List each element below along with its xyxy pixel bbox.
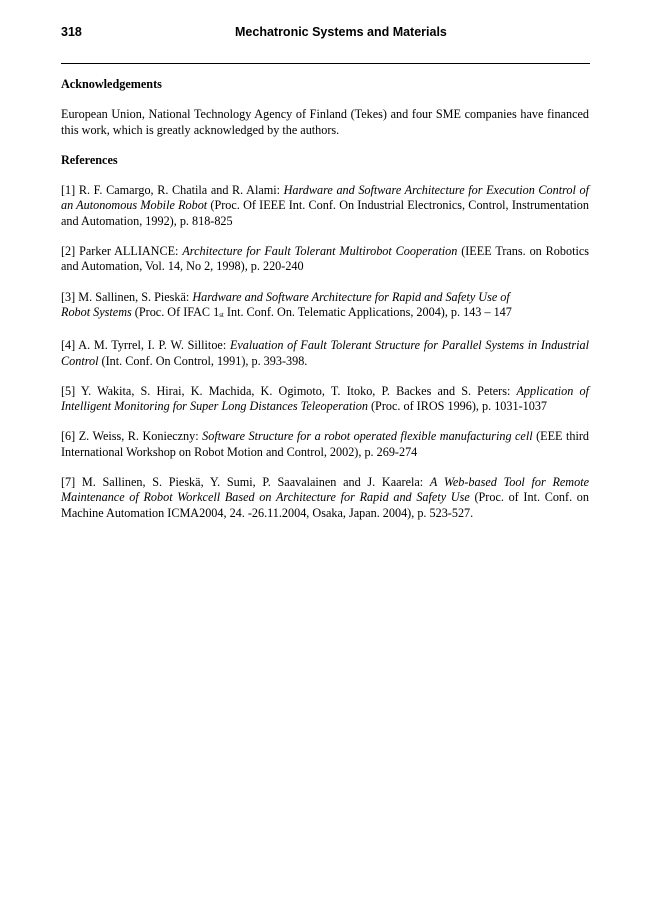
reference-1 — [61, 183, 589, 229]
reference-7 — [61, 475, 589, 521]
reference-title: Architecture for Fault Tolerant Multirobot Cooperation — [182, 244, 458, 259]
reference-6 — [61, 429, 589, 460]
reference-3 — [61, 290, 589, 324]
reference-title: Software Structure for a robot operated flexible manufacturing cell — [202, 429, 533, 444]
page-header — [61, 25, 590, 41]
reference-authors: [2] Parker ALLIANCE: — [61, 244, 183, 259]
page-body — [61, 77, 589, 536]
reference-2 — [61, 244, 589, 275]
reference-title-line1: Hardware and Software Architecture for Rapid and Safety Use of — [192, 289, 510, 304]
reference-source: (Int. Conf. On Control, 1991), p. 393-398. — [98, 353, 308, 368]
header-rule — [61, 63, 590, 64]
reference-authors: [4] A. M. Tyrrel, I. P. W. Sillitoe: — [61, 338, 230, 353]
reference-title: A Web-based Tool for Remote Maintenance of Robot Workcell Based on Architecture for Rapid and Safety Use — [61, 475, 589, 505]
reference-authors: [1] R. F. Camargo, R. Chatila and R. Alami: — [61, 183, 284, 198]
reference-source: (EEE third International Workshop on Robot Motion and Control, 2002), p. 269-274 — [61, 429, 589, 459]
reference-title: Hardware and Software Architecture for Execution Control of an Autonomous Mobile Robot — [61, 183, 589, 213]
reference-authors: [3] M. Sallinen, S. Pieskä: — [61, 289, 193, 304]
reference-4 — [61, 338, 589, 369]
reference-authors: [5] Y. Wakita, S. Hirai, K. Machida, K. Ogimoto, T. Itoko, P. Backes and S. Peters: — [61, 383, 517, 398]
acknowledgements-heading: Acknowledgements — [61, 77, 162, 91]
reference-source: (Proc. of Int. Conf. on Machine Automation ICMA2004, 24. -26.11.2004, Osaka, Japan. 2004), p. 523-527. — [61, 490, 589, 520]
reference-title: Application of Intelligent Monitoring for Super Long Distances Teleoperation — [61, 383, 589, 414]
page-number: 318 — [61, 25, 82, 39]
reference-source-pre: (Proc. Of IFAC 1 — [131, 304, 220, 319]
references-heading: References — [61, 152, 118, 167]
acknowledgements-text: European Union, National Technology Agency of Finland (Tekes) and four SME companies have financed this work, which is greatly acknowledged by the authors. — [61, 107, 589, 137]
reference-authors: [7] M. Sallinen, S. Pieskä, Y. Sumi, P. Saavalainen and J. Kaarela: — [61, 475, 430, 490]
ordinal-suffix: st — [219, 310, 224, 319]
reference-title-line2: Robot Systems — [61, 304, 132, 319]
reference-title: Evaluation of Fault Tolerant Structure for Parallel Systems in Industrial Control — [61, 338, 589, 368]
reference-source: (IEEE Trans. on Robotics and Automation, Vol. 14, No 2, 1998), p. 220-240 — [61, 244, 589, 274]
reference-source-post: Int. Conf. On. Telematic Applications, 2004), p. 143 – 147 — [223, 304, 512, 319]
reference-authors: [6] Z. Weiss, R. Konieczny: — [61, 429, 203, 444]
reference-source: (Proc. Of IEEE Int. Conf. On Industrial Electronics, Control, Instrumentation and Automation, 1992), p. 818-825 — [61, 198, 589, 228]
reference-5 — [61, 384, 589, 415]
reference-source: (Proc. of IROS 1996), p. 1031-1037 — [367, 399, 548, 414]
running-title: Mechatronic Systems and Materials — [235, 25, 447, 39]
